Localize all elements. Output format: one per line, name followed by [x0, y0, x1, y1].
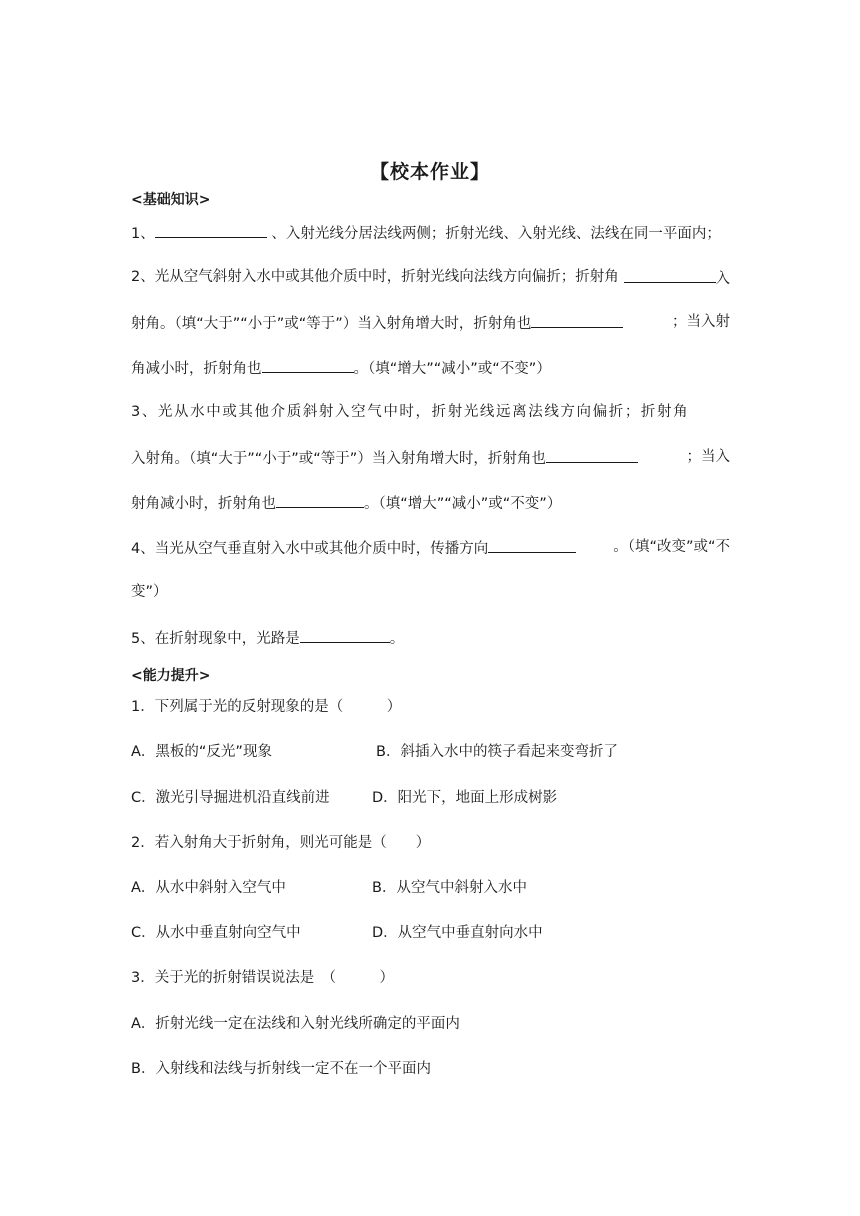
- basic-question-3-line-3: [131, 492, 561, 514]
- option-a[interactable]: A．折射光线一定在法线和入射光线所确定的平面内: [131, 1016, 460, 1032]
- basic-question-2-line-2: [131, 312, 730, 334]
- ability-question-1: 1．下列属于光的反射现象的是（ ）: [131, 699, 402, 715]
- basic-question-4-line-2: [131, 582, 168, 602]
- question-text: 。（填“增大”“减小”或“不变”）: [353, 361, 551, 377]
- basic-question-5: [131, 627, 404, 649]
- option-c[interactable]: C．从水中垂直射向空气中: [131, 925, 301, 941]
- option-a[interactable]: A．从水中斜射入空气中: [131, 880, 286, 896]
- question-text: 射角。（填“大于”“小于”或“等于”）当入射角增大时，折射角也: [131, 316, 532, 332]
- option-b[interactable]: B．斜插入水中的筷子看起来变弯折了: [376, 744, 618, 760]
- section-heading-basic: <基础知识>: [131, 192, 211, 208]
- question-text: 。: [389, 631, 405, 647]
- option-b[interactable]: B．从空气中斜射入水中: [372, 880, 527, 896]
- option-b[interactable]: B．入射线和法线与折射线一定不在一个平面内: [131, 1061, 431, 1077]
- answer-blank[interactable]: [300, 627, 390, 643]
- question-text: 。（填“改变”或“不: [613, 539, 730, 555]
- question-text: 角减小时，折射角也: [131, 361, 262, 377]
- option-c[interactable]: C．激光引导掘进机沿直线前进: [131, 790, 330, 806]
- answer-blank[interactable]: [155, 222, 267, 238]
- question-text: ；当入射: [672, 314, 730, 330]
- question-text: 入: [715, 271, 730, 287]
- question-text: 2、光从空气斜射入水中或其他介质中时，折射光线向法线方向偏折；折射角: [131, 269, 619, 285]
- answer-blank[interactable]: [546, 447, 638, 463]
- basic-question-2-line-1: [131, 267, 730, 289]
- answer-blank[interactable]: [262, 357, 354, 373]
- ability-question-2: 2．若入射角大于折射角，则光可能是（ ）: [131, 835, 431, 851]
- section-heading-ability: <能力提升>: [131, 668, 211, 684]
- answer-blank[interactable]: [531, 312, 623, 328]
- option-d[interactable]: D．从空气中垂直射向水中: [372, 925, 543, 941]
- answer-blank[interactable]: [624, 267, 716, 283]
- answer-blank[interactable]: [488, 537, 576, 553]
- basic-question-3-line-1: [131, 402, 730, 422]
- question-text: 5、在折射现象中，光路是: [131, 631, 300, 647]
- question-text: 入射角。（填“大于”“小于”或“等于”）当入射角增大时，折射角也: [131, 451, 546, 467]
- option-d[interactable]: D．阳光下，地面上形成树影: [372, 790, 558, 806]
- question-text: 3、光从水中或其他介质斜射入空气中时，折射光线远离法线方向偏折；折射角: [131, 404, 690, 420]
- basic-question-4-line-1: [131, 537, 730, 559]
- question-text: 。（填“增大”“减小”或“不变”）: [364, 496, 562, 512]
- question-text: 变”）: [131, 584, 168, 600]
- question-text: 、入射光线分居法线两侧；折射光线、入射光线、法线在同一平面内；: [271, 226, 721, 242]
- ability-question-3: 3．关于光的折射错误说法是 （ ）: [131, 970, 394, 986]
- option-a[interactable]: A．黑板的“反光”现象: [131, 744, 272, 760]
- basic-question-2-line-3: [131, 357, 551, 379]
- question-text: ；当入: [686, 449, 730, 465]
- basic-question-1: [131, 222, 721, 244]
- question-number: 1、: [131, 226, 155, 242]
- page-title: 【校本作业】: [369, 161, 490, 183]
- basic-question-3-line-2: [131, 447, 730, 469]
- question-text: 4、当光从空气垂直射入水中或其他介质中时，传播方向: [131, 541, 489, 557]
- answer-blank[interactable]: [276, 492, 364, 508]
- question-text: 射角减小时，折射角也: [131, 496, 276, 512]
